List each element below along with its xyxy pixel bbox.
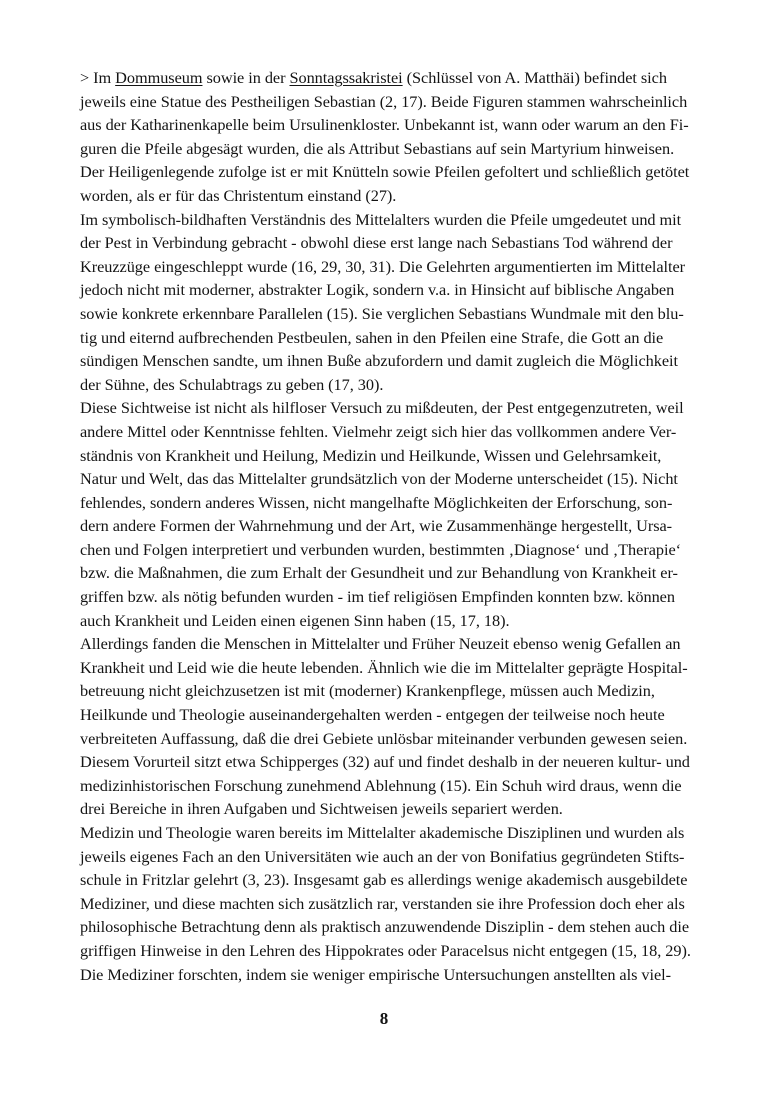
text-line: jeweils eine Statue des Pestheiligen Sebastian (2, 17). Beide Figuren stammen wahrscheinlich <box>80 91 688 111</box>
dommuseum-reference: Dommuseum <box>115 68 203 87</box>
text-line: Heilkunde und Theologie auseinandergehalten werden - entgegen der teilweise noch heute <box>80 705 665 725</box>
text-line: aus der Katharinenkapelle beim Ursulinenkloster. Unbekannt ist, wann oder warum an den Fi- <box>80 115 689 135</box>
text-line: jedoch nicht mit moderner, abstrakter Logik, sondern v.a. in Hinsicht auf biblische Angaben <box>80 280 675 300</box>
text-line: Im symbolisch-bildhaften Verständnis des Mittelalters wurden die Pfeile umgedeutet und mit <box>80 209 682 229</box>
text-line: Diesem Vorurteil sitzt etwa Schipperges (32) auf und findet deshalb in der neueren kultur- und <box>80 752 690 772</box>
body-text <box>80 66 695 986</box>
text-line: betreuung nicht gleichzusetzen ist mit (moderner) Krankenpflege, müssen auch Medizin, <box>80 681 655 701</box>
text-line: Mediziner, und diese machten sich zusätzlich rar, verstanden sie ihre Profession doch eher als <box>80 893 685 913</box>
text-line: griffigen Hinweise in den Lehren des Hippokrates oder Paracelsus nicht entgegen (15, 18, 29). <box>80 940 691 960</box>
text-line: philosophische Betrachtung denn als praktisch anzuwendende Disziplin - dem stehen auch die <box>80 917 690 937</box>
text-line: Diese Sichtweise ist nicht als hilfloser Versuch zu mißdeuten, der Pest entgegenzutreten, weil <box>80 398 684 418</box>
text-line: sowie konkrete erkennbare Parallelen (15). Sie verglichen Sebastians Wundmale mit den blu- <box>80 303 684 323</box>
text-line: Kreuzzüge eingeschleppt wurde (16, 29, 30, 31). Die Gelehrten argumentierten im Mittelalter <box>80 256 686 276</box>
text-line: Medizin und Theologie waren bereits im Mittelalter akademische Disziplinen und wurden als <box>80 823 685 842</box>
text-line: drei Bereiche in ihren Aufgaben und Sichtweisen jeweils separiert werden. <box>80 799 563 819</box>
text-line: sündigen Menschen sandte, um ihnen Buße abzufordern und damit zugleich die Möglichkeit <box>80 351 678 371</box>
text-line: schule in Fritzlar gelehrt (3, 23). Insgesamt gab es allerdings wenige akademisch ausgebildete <box>80 870 688 890</box>
text-line: Allerdings fanden die Menschen in Mittelalter und Früher Neuzeit ebenso wenig Gefallen an <box>80 634 681 654</box>
line-text: (Schlüssel von A. Matthäi) befindet sich <box>402 68 667 87</box>
text-line: medizinhistorischen Forschung zunehmend Ablehnung (15). Ein Schuh wird draus, wenn die <box>80 775 682 795</box>
text-line: dern andere Formen der Wahrnehmung und der Art, wie Zusammenhänge hergestellt, Ursa- <box>80 516 673 536</box>
text-line: griffen bzw. als nötig befunden wurden - im tief religiösen Empfinden konnten bzw. können <box>80 587 675 607</box>
text-line: auch Krankheit und Leiden einen eigenen Sinn haben (15, 17, 18). <box>80 610 510 630</box>
text-line: Krankheit und Leid wie die heute lebenden. Ähnlich wie die im Mittelalter geprägte Hospital- <box>80 657 688 677</box>
text-line: chen und Folgen interpretiert und verbunden wurden, bestimmten ‚Diagnose‘ und ‚Therapie‘ <box>80 539 681 559</box>
text-line: andere Mittel oder Kenntnisse fehlten. Vielmehr zeigt sich hier das vollkommen andere Ver- <box>80 421 677 441</box>
line-text: sowie in der <box>202 68 290 87</box>
text-line: guren die Pfeile abgesägt wurden, die als Attribut Sebastians auf sein Martyrium hinweisen. <box>80 138 675 158</box>
sonntagssakristei-reference: Sonntagssakristei <box>289 68 403 87</box>
text-line: ständnis von Krankheit und Heilung, Medizin und Heilkunde, Wissen und Gelehrsamkeit, <box>80 445 662 465</box>
text-line: der Pest in Verbindung gebracht - obwohl diese erst lange nach Sebastians Tod während der <box>80 233 673 253</box>
text-line: Natur und Welt, das das Mittelalter grundsätzlich von der Moderne unterscheidet (15). Nicht <box>80 469 678 489</box>
line-prefix: > Im <box>80 68 116 87</box>
text-line: der Sühne, des Schulabtrags zu geben (17, 30). <box>80 374 384 394</box>
text-line: worden, als er für das Christentum einstand (27). <box>80 185 397 205</box>
text-line: verbreiteten Auffassung, daß die drei Gebiete unlösbar miteinander verbunden gewesen seien. <box>80 728 688 748</box>
text-line: fehlendes, sondern anderes Wissen, nicht mangelhafte Möglichkeiten der Erforschung, son- <box>80 492 673 512</box>
text-line: bzw. die Maßnahmen, die zum Erhalt der Gesundheit und zur Behandlung von Krankheit er- <box>80 563 678 583</box>
text-line: Der Heiligenlegende zufolge ist er mit Knütteln sowie Pfeilen gefoltert und schließlich getötet <box>80 162 690 182</box>
text-line: jeweils eigenes Fach an den Universitäten wie auch an der von Bonifatius gegründeten Stifts- <box>80 846 685 866</box>
page-number: 8 <box>379 1009 389 1028</box>
text-line <box>80 66 695 90</box>
text-line: Die Mediziner forschten, indem sie weniger empirische Untersuchungen anstellten als viel- <box>80 964 671 984</box>
text-line: tig und eiternd aufbrechenden Pestbeulen, sahen in den Pfeilen eine Strafe, die Gott an die <box>80 327 664 347</box>
